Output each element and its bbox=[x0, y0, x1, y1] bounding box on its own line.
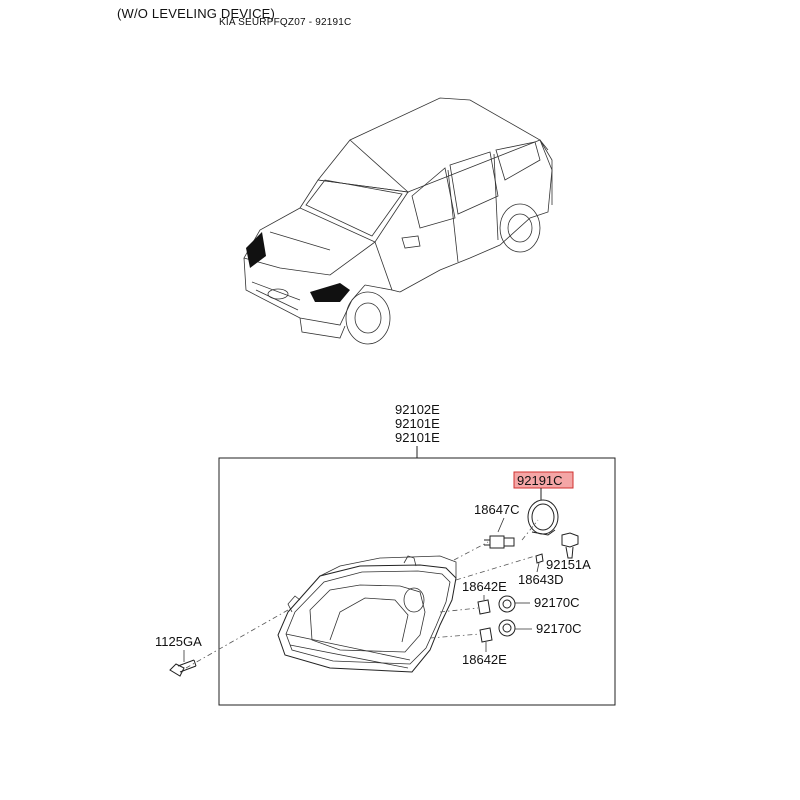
part-label-92170C-lower: 92170C bbox=[536, 621, 582, 636]
leader-18647C bbox=[498, 518, 504, 532]
headlamp-assembly-part bbox=[278, 556, 456, 672]
part-label-92170C-upper: 92170C bbox=[534, 595, 580, 610]
bulb-18642E-upper-part bbox=[478, 600, 490, 614]
retaining-ring-part bbox=[528, 500, 558, 535]
part-label-92102E: 92102E bbox=[395, 402, 440, 417]
part-label-1125GA: 1125GA bbox=[155, 634, 202, 649]
part-label-92101E-a: 92101E bbox=[395, 416, 440, 431]
screw-1125GA-part bbox=[170, 660, 196, 676]
socket-92170C-lower-part bbox=[499, 620, 515, 636]
diagram-title: (W/O LEVELING DEVICE) bbox=[117, 6, 276, 21]
part-label-18647C: 18647C bbox=[474, 502, 520, 517]
part-label-92191C[interactable]: 92191C bbox=[517, 473, 563, 488]
bulb-18642E-lower-part bbox=[480, 628, 492, 642]
part-label-18642E-upper: 18642E bbox=[462, 579, 507, 594]
socket-92170C-upper-part bbox=[499, 596, 515, 612]
bulb-92151A-part bbox=[562, 533, 578, 558]
part-label-18643D: 18643D bbox=[518, 572, 564, 587]
part-label-92151A: 92151A bbox=[546, 557, 591, 572]
main-bulb-part bbox=[484, 536, 514, 548]
part-label-18642E-lower: 18642E bbox=[462, 652, 507, 667]
headlight-highlight-right bbox=[310, 283, 350, 302]
assembly-leader-lines bbox=[186, 520, 538, 668]
diagram-subtitle: KIA SEURPFQZ07 - 92191C bbox=[219, 17, 352, 28]
part-label-92101E-b: 92101E bbox=[395, 430, 440, 445]
bulb-18643D-part bbox=[536, 554, 543, 563]
leader-18643D bbox=[537, 563, 539, 572]
vehicle-illustration bbox=[244, 98, 552, 344]
